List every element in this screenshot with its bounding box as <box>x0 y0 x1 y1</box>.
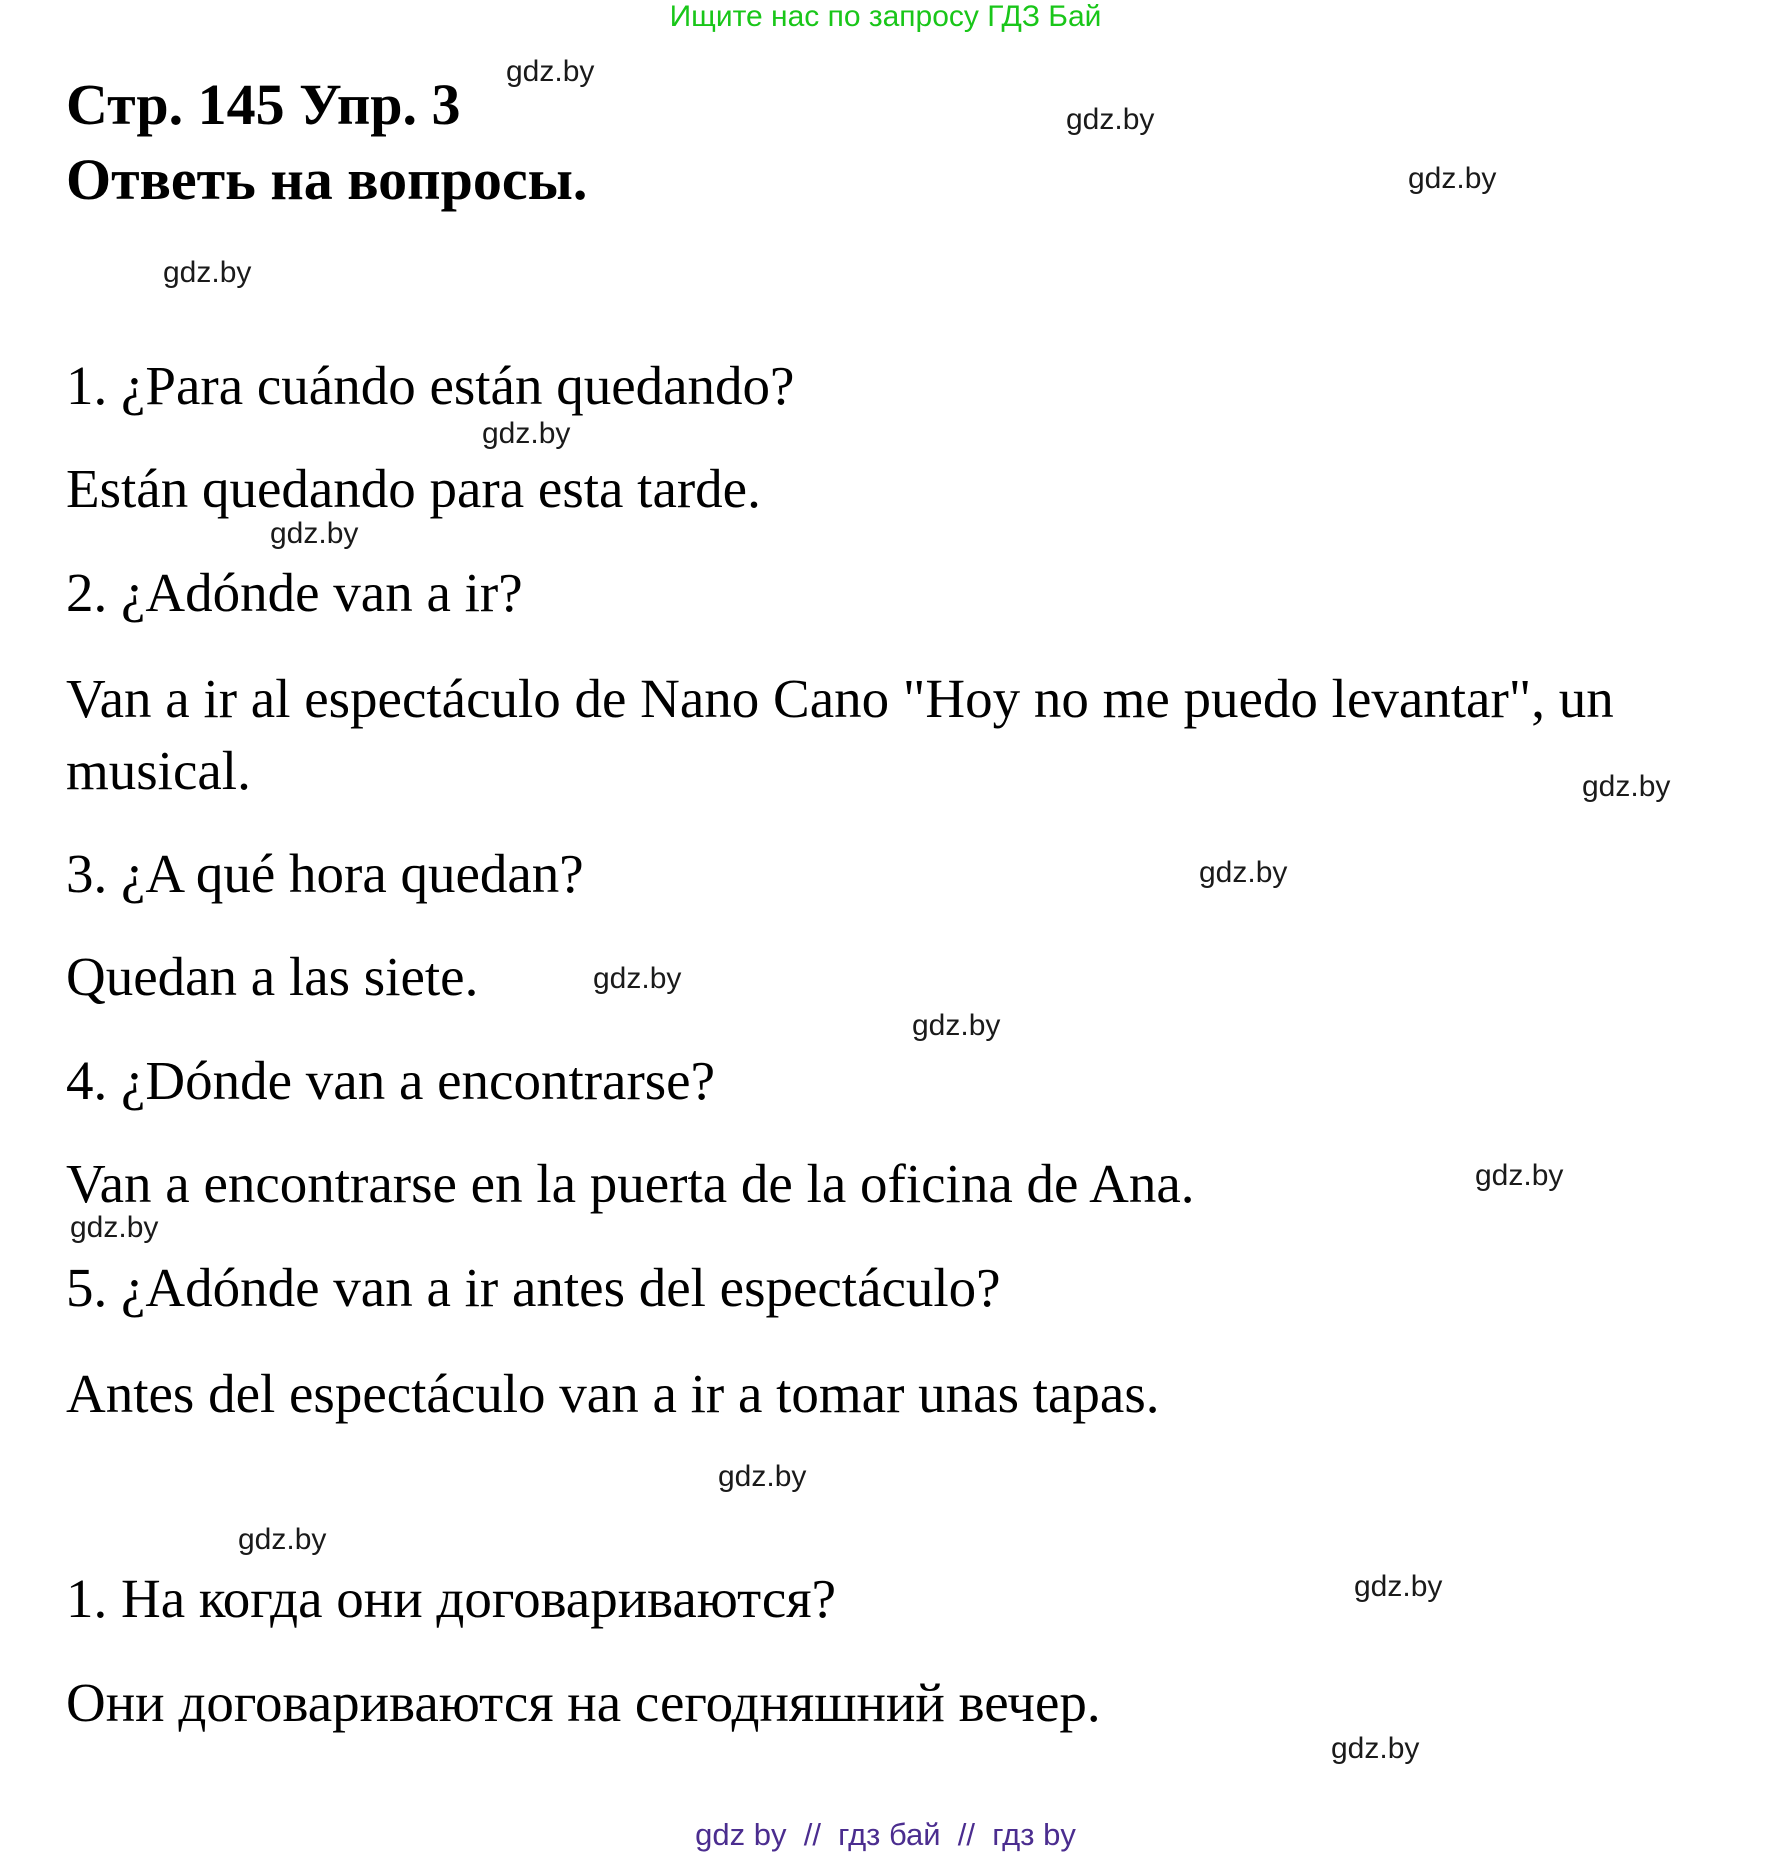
watermark: gdz.by <box>1331 1732 1420 1765</box>
watermark: gdz.by <box>1199 856 1288 889</box>
watermark: gdz.by <box>270 517 359 550</box>
watermark: gdz.by <box>506 55 595 88</box>
watermark: gdz.by <box>912 1009 1001 1042</box>
watermark: gdz.by <box>718 1460 807 1493</box>
watermark: gdz.by <box>1408 162 1497 195</box>
answer-2: Van a ir al espectáculo de Nano Cano "Hoy no me puedo levantar", un musical. <box>66 668 1614 801</box>
watermark: gdz.by <box>482 417 571 450</box>
question-4: 4. ¿Dónde van a encontrarse? <box>66 1050 715 1111</box>
answer-4: Van a encontrarse en la puerta de la oficina de Ana. <box>66 1153 1195 1214</box>
top-banner[interactable]: Ищите нас по запросу ГДЗ Бай <box>669 0 1102 33</box>
watermark: gdz.by <box>1066 103 1155 136</box>
answer-1: Están quedando para esta tarde. <box>66 458 761 519</box>
task-instruction: Ответь на вопросы. <box>66 147 588 212</box>
answer-5: Antes del espectáculo van a ir a tomar unas tapas. <box>66 1363 1160 1424</box>
watermark: gdz.by <box>1354 1570 1443 1603</box>
watermark: gdz.by <box>238 1523 327 1556</box>
watermark: gdz.by <box>70 1211 159 1244</box>
question-1: 1. ¿Para cuándo están quedando? <box>66 355 795 416</box>
question-3: 3. ¿A qué hora quedan? <box>66 843 584 904</box>
question-2: 2. ¿Adónde van a ir? <box>66 562 523 623</box>
footer-links[interactable]: gdz by // гдз бай // гдз by <box>695 1817 1076 1852</box>
watermark: gdz.by <box>1582 770 1671 803</box>
answer-3: Quedan a las siete. <box>66 946 479 1007</box>
question-ru-1: 1. На когда они договариваются? <box>66 1568 836 1629</box>
question-5: 5. ¿Adónde van a ir antes del espectáculo? <box>66 1257 1001 1318</box>
watermark: gdz.by <box>1475 1159 1564 1192</box>
page-title: Стр. 145 Упр. 3 <box>66 72 461 137</box>
answer-ru-1: Они договариваются на сегодняшний вечер. <box>66 1672 1101 1733</box>
watermark: gdz.by <box>593 962 682 995</box>
watermark: gdz.by <box>163 256 252 289</box>
